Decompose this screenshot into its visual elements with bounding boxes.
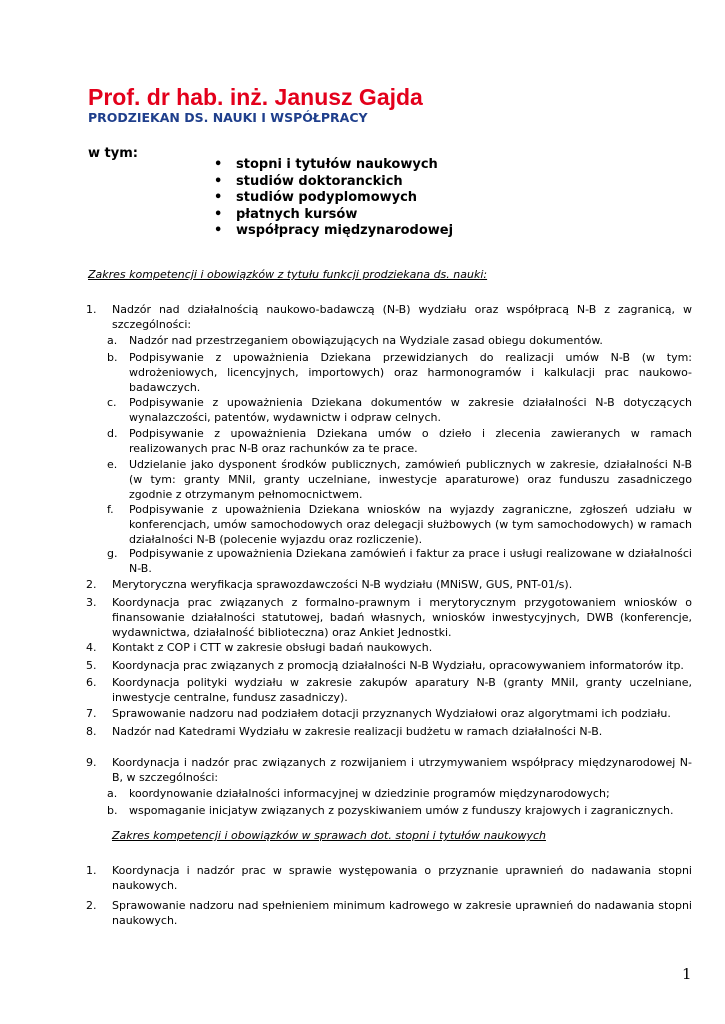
list-item: 1. Koordynacja i nadzór prac w sprawie występowania o przyznanie uprawnień do nadawania stopni naukowych. [86,864,692,892]
list-item: 4. Kontakt z COP i CTT w zakresie obsługi badań naukowych. [86,641,433,654]
sub-list-item: d. Podpisywanie z upoważnienia Dziekana umów o dzieło i zlecenia zawieranych w ramach realizowanych prac N-B oraz rachunków za te prace. [107,427,692,455]
bullet-item: • stopni i tytułów naukowych [214,157,438,172]
sub-list-item: g. Podpisywanie z upoważnienia Dziekana zamówień i faktur za prace i usługi realizowane w działalności N-B. [107,547,692,575]
list-item: 3. Koordynacja prac związanych z formalno-prawnym i merytorycznym przygotowaniem wniosków o finansowanie działalności statutowej, badań własnych, wniosków inwestycyjnych, DWB (konferencje, wydawnictwa, działalność biblioteczna) oraz Ankiet Jednostki. [86,596,692,639]
bullet-item: • płatnych kursów [214,206,358,222]
bullet-item: • współpracy międzynarodowej [214,223,454,238]
sub-list-item: f. Podpisywanie z upoważnienia Dziekana wniosków na wyjazdy zagraniczne, zgłoszeń udziału w konferencjach, umów samochodowych oraz delegacji służbowych (w tym samochodowych) w ramach działalności N-B (polecenie wyjazdu oraz rozliczenie). [107,503,692,546]
section-heading-competences: Zakres kompetencji i obowiązków z tytułu funkcji prodziekana ds. nauki: [88,268,488,281]
sub-list-item: c. Podpisywanie z upoważnienia Dziekana dokumentów w zakresie działalności N-B dotyczących wynalazczości, patentów, wydawnictw i odpraw celnych. [107,396,692,424]
bullet-item: • studiów podyplomowych [214,190,418,205]
page-number: 1 [682,965,692,983]
list-item: 2. Sprawowanie nadzoru nad spełnieniem minimum kadrowego w zakresie uprawnień do nadawania stopni naukowych. [86,899,692,927]
list-item: 6. Koordynacja polityki wydziału w zakresie zakupów aparatury N-B (granty MNiI, granty uczelniane, inwestycje centralne, fundusz zasadniczy). [86,676,692,704]
sub-list-item: b. wspomaganie inicjatyw związanych z pozyskiwaniem umów z funduszy krajowych i zagranicznych. [107,804,674,817]
person-name: Prof. dr hab. inż. Janusz Gajda [88,84,423,110]
sub-list-item: a. Nadzór nad przestrzeganiem obowiązujących na Wydziale zasad obiegu dokumentów. [107,334,603,347]
sub-list-item: a. koordynowanie działalności informacyjnej w dziedzinie programów międzynarodowych; [107,787,610,800]
list-item: 7. Sprawowanie nadzoru nad podziałem dotacji przyznanych Wydziałowi oraz algorytmami ich podziału. [86,707,671,720]
list-item: 5. Koordynacja prac związanych z promocją działalności N-B Wydziału, opracowywaniem informatorów itp. [86,659,684,672]
sub-list-item: b. Podpisywanie z upoważnienia Dziekana przewidzianych do realizacji umów N-B (w tym: wdrożeniowych, licencyjnych, importowych) oraz harmonogramów i kalkulacji prac naukowo-badawczych. [107,351,692,394]
position-title: PRODZIEKAN DS. NAUKI I WSPÓŁPRACY [88,110,368,125]
scope-label: w tym: [88,146,138,161]
bullet-item: • studiów doktoranckich [214,173,403,189]
section-heading-degrees: Zakres kompetencji i obowiązków w sprawach dot. stopni i tytułów naukowych [112,829,546,842]
sub-list-item: e. Udzielanie jako dysponent środków publicznych, zamówień publicznych w zakresie, działalności N-B (w tym: granty MNiI, granty uczelniane, inwestycje aparaturowe) oraz funduszu zasadniczego zgodnie z otrzymanym pełnomocnictwem. [107,458,692,501]
list-item: 8. Nadzór nad Katedrami Wydziału w zakresie realizacji budżetu w ramach działalności N-B. [86,725,603,738]
scope-bullet-list [214,157,453,240]
list-item: 1. Nadzór nad działalnością naukowo-badawczą (N-B) wydziału oraz współpracą N-B z zagranicą, w szczególności: [86,303,692,331]
list-item: 9. Koordynacja i nadzór prac związanych z rozwijaniem i utrzymywaniem współpracy międzynarodowej N-B, w szczególności: [86,756,692,784]
list-item: 2. Merytoryczna weryfikacja sprawozdawczości N-B wydziału (MNiSW, GUS, PNT-01/s). [86,578,573,591]
